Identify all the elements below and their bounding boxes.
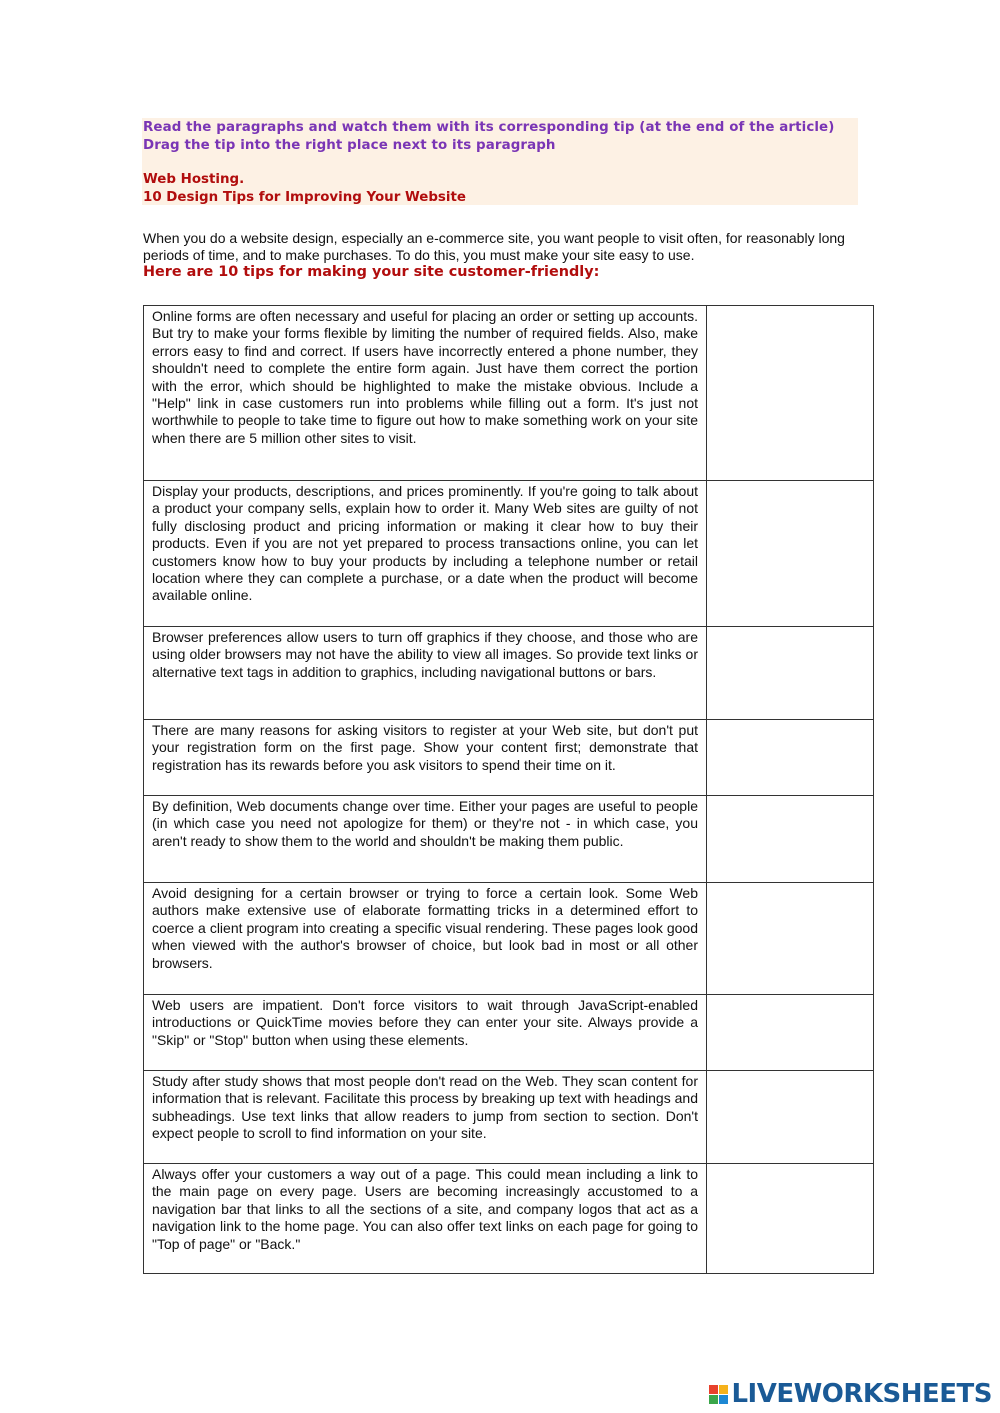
instruction-line-1: Read the paragraphs and watch them with its corresponding tip (at the end of the article): [143, 120, 835, 135]
tip-drop-zone[interactable]: [707, 1164, 874, 1274]
tip-drop-zone[interactable]: [707, 883, 874, 995]
table-row: [144, 481, 874, 627]
table-row: [144, 995, 874, 1071]
table-row: [144, 796, 874, 883]
tip-drop-zone[interactable]: [707, 627, 874, 720]
tip-drop-zone[interactable]: [707, 720, 874, 796]
table-row: [144, 1071, 874, 1164]
tips-heading: Here are 10 tips for making your site customer-friendly:: [143, 264, 600, 280]
table-row: [144, 883, 874, 995]
tip-drop-zone[interactable]: [707, 796, 874, 883]
document-title: Web Hosting.: [143, 172, 245, 187]
paragraph-cell: Display your products, descriptions, and prices prominently. If you're going to talk about a product your company sells, explain how to order it. Many Web sites are guilty of not fully disclosing product and pricing information or making it clear how to buy their products. Even if you are not yet prepared to process transactions online, you can let customers know how to buy your products by including a telephone number or retail location where they can complete a purchase, or a date when the product will become available online.: [144, 481, 707, 627]
paragraph-cell: Browser preferences allow users to turn off graphics if they choose, and those who are using older browsers may not have the ability to view all images. So provide text links or alternative text tags in addition to graphics, including navigational buttons or bars.: [144, 627, 707, 720]
table-row: [144, 720, 874, 796]
table-row: [144, 627, 874, 720]
paragraph-cell: Avoid designing for a certain browser or trying to force a certain look. Some Web authors make extensive use of elaborate formatting tricks in a determined effort to coerce a client program into creating a specific visual rendering. These pages look good when viewed with the author's browser of choice, but look bad in most or all other browsers.: [144, 883, 707, 995]
paragraph-cell: Online forms are often necessary and useful for placing an order or setting up accounts. But try to make your forms flexible by limiting the number of required fields. Also, make errors easy to find and correct. If users have incorrectly entered a phone number, they shouldn't need to complete the entire form again. Just have them correct the portion with the error, which should be highlighted to make the mistake obvious. Include a "Help" link in case customers run into problems while filling out a form. It's just not worthwhile to people to take time to figure out how to make something work on your site when there are 5 million other sites to visit.: [144, 306, 707, 481]
paragraph-cell: By definition, Web documents change over time. Either your pages are useful to people (in which case you need not apologize for them) or they're not - in which case, you aren't ready to show them to the world and shouldn't be making them public.: [144, 796, 707, 883]
tip-drop-zone[interactable]: [707, 306, 874, 481]
liveworksheets-logo-text: LIVEWORKSHEETS: [731, 1379, 992, 1409]
liveworksheets-logo: [709, 1378, 992, 1410]
paragraph-cell: Web users are impatient. Don't force visitors to wait through JavaScript-enabled introductions or QuickTime movies before they can enter your site. Always provide a "Skip" or "Stop" button when using these elements.: [144, 995, 707, 1071]
tip-drop-zone[interactable]: [707, 1071, 874, 1164]
paragraph-cell: Study after study shows that most people don't read on the Web. They scan content for information that is relevant. Facilitate this process by breaking up text with headings and subheadings. Use text links that allow readers to jump from section to section. Don't expect people to scroll to find information on your site.: [144, 1071, 707, 1164]
tips-table: [143, 305, 874, 1274]
liveworksheets-logo-icon: [709, 1385, 728, 1404]
instruction-line-2: Drag the tip into the right place next to its paragraph: [143, 138, 556, 153]
tip-drop-zone[interactable]: [707, 995, 874, 1071]
intro-paragraph: When you do a website design, especially an e-commerce site, you want people to visit often, for reasonably long periods of time, and to make purchases. To do this, you must make your site easy to use.: [143, 230, 845, 263]
tip-drop-zone[interactable]: [707, 481, 874, 627]
table-row: [144, 306, 874, 481]
table-row: [144, 1164, 874, 1274]
document-subtitle: 10 Design Tips for Improving Your Website: [143, 190, 466, 205]
paragraph-cell: Always offer your customers a way out of a page. This could mean including a link to the main page on every page. Users are becoming increasingly accustomed to a navigation bar that links to all the sections of a site, and company logos that act as a navigation link to the home page. You can also offer text links on each page for going to "Top of page" or "Back.": [144, 1164, 707, 1274]
paragraph-cell: There are many reasons for asking visitors to register at your Web site, but don't put your registration form on the first page. Show your content first; demonstrate that registration has its rewards before you ask visitors to spend their time on it.: [144, 720, 707, 796]
